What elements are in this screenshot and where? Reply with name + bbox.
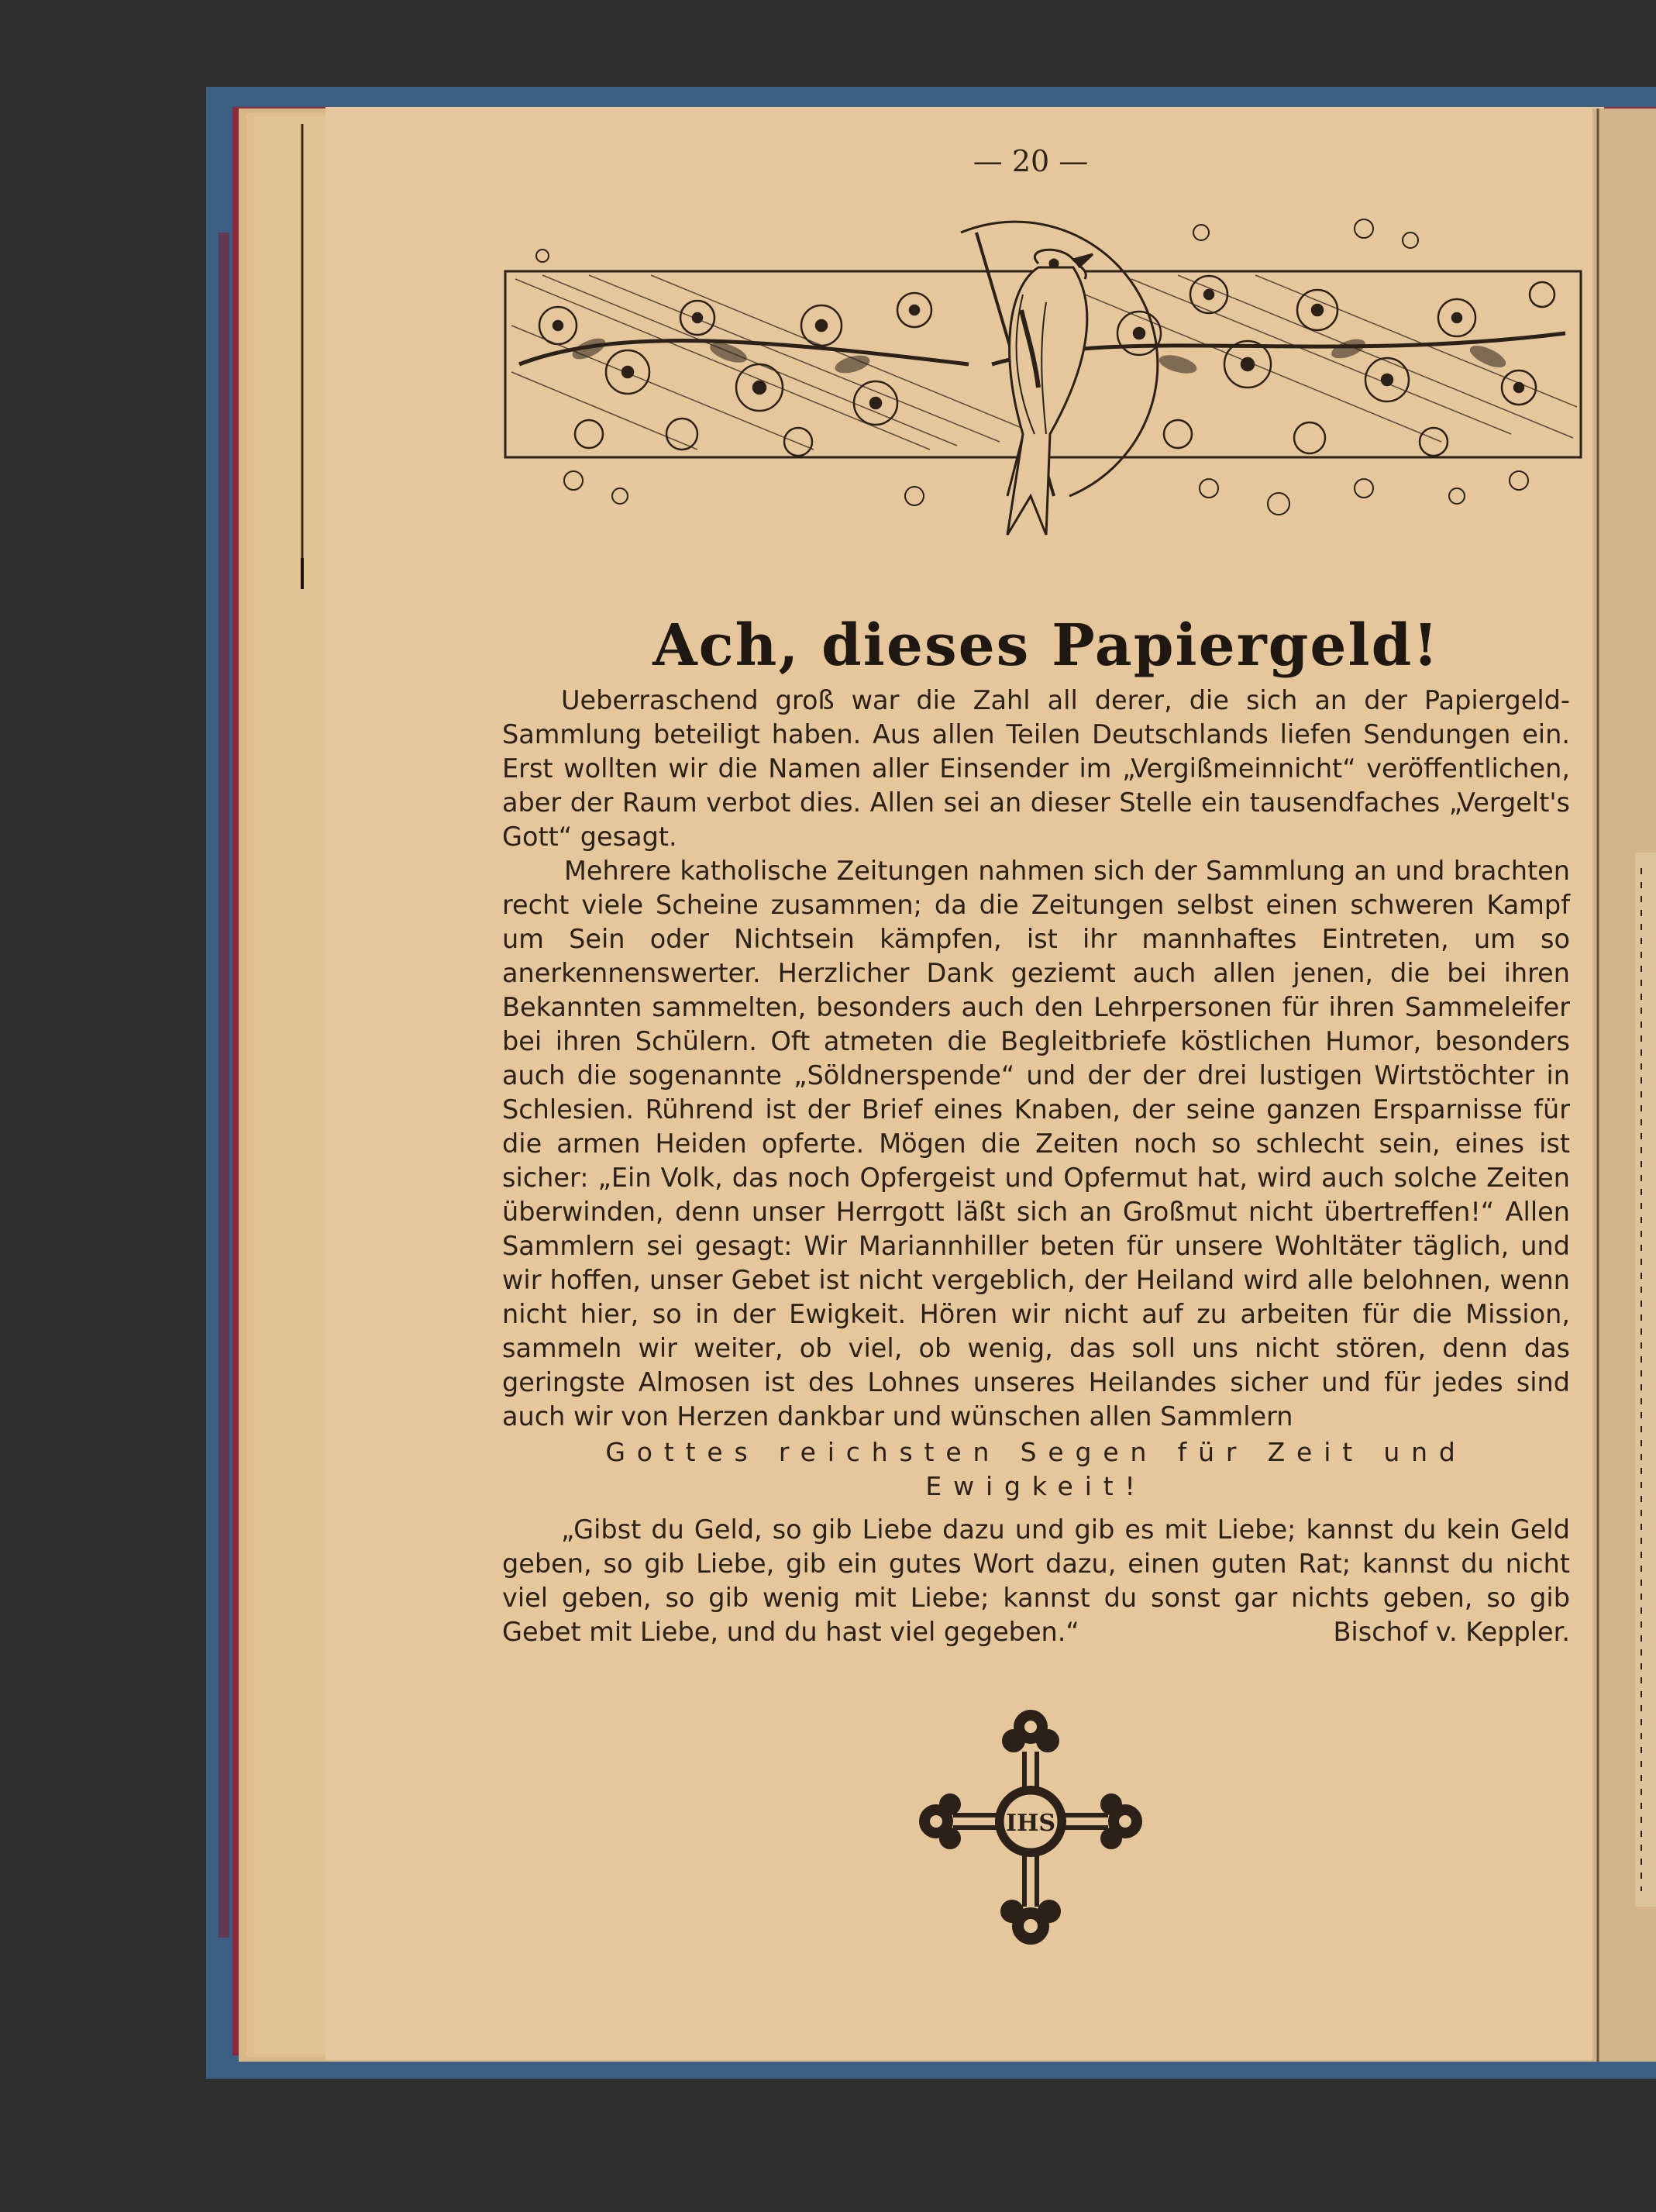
- quote-text: [502, 1513, 1570, 1649]
- article-body: [502, 684, 1570, 1649]
- page-number: — 20 —: [973, 144, 1089, 178]
- quote-block: [502, 1513, 1570, 1649]
- closing-blessing: Gottes reichsten Segen für Zeit und Ewigkeit!: [605, 1437, 1467, 1501]
- quote-attribution: Bischof v. Keppler.: [1333, 1617, 1570, 1647]
- paragraph-intro: Ueberraschend groß war die Zahl all derer, die sich an der Papiergeld-Sammlung beteiligt haben. Aus allen Teilen Deutschlands liefen Sendungen ein. Erst wollten wir die Namen aller Einsender im „Vergißmeinnicht“ veröffentlichen, aber der Raum verbot dies. Allen sei an dieser Stelle ein tausendfaches „Vergelt's Gott“ gesagt.: [502, 685, 1570, 852]
- facing-page-edge: [1592, 109, 1656, 2062]
- quote-body: „Gibst du Geld, so gib Liebe dazu und gib es mit Liebe; kannst du kein Geld geben, so gib Liebe, gib ein gutes Wort dazu, einen guten Rat; kannst du nicht viel geben, so gib wenig mit Liebe; kannst du sonst gar nichts geben, so gib Gebet mit Liebe, und du hast viel gegeben.“: [502, 1514, 1570, 1647]
- ihs-monogram: IHS: [1005, 1810, 1056, 1837]
- article-title: Ach, dieses Papiergeld!: [652, 612, 1440, 679]
- paragraph-main: Mehrere katholische Zeitungen nahmen sich der Sammlung an und brachten recht viele Scheine zusammen; da die Zeitungen selbst einen schweren Kampf um Sein oder Nichtsein kämpfen, ist ihr mannhaftes Eintreten, um so anerkennenswerter. Herzlicher Dank geziemt auch allen jenen, die bei ihren Bekannten sammelten, besonders auch den Lehrpersonen für ihren Sammeleifer bei ihren Schülern. Oft atmeten die Begleitbriefe köstlichen Humor, besonders auch die sogenannte „Söldnerspende“ und der der drei lustigen Wirtstöchter in Schlesien. Rührend ist der Brief eines Knaben, der seine ganzen Ersparnisse für die armen Heiden opferte. Mögen die Zeiten noch so schlecht sein, eines ist sicher: „Ein Volk, das noch Opfergeist und Opfermut hat, wird auch solche Zeiten überwinden, denn unser Herrgott läßt sich an Großmut nicht übertreffen!“ Allen Sammlern sei gesagt: Wir Mariannhiller beten für unsere Wohltäter täglich, und wir hoffen, unser Gebet ist nicht vergeblich, der Heiland wird alle belohnen, wenn nicht hier, so in der Ewigkeit. Hören wir nicht auf zu arbeiten für die Mission, sammeln wir weiter, ob viel, ob wenig, das soll uns nicht stören, denn das geringste Almosen ist des Lohnes unseres Heilandes sicher und für jedes sind auch wir von Herzen dankbar und wünschen allen Sammlern: [502, 856, 1570, 1432]
